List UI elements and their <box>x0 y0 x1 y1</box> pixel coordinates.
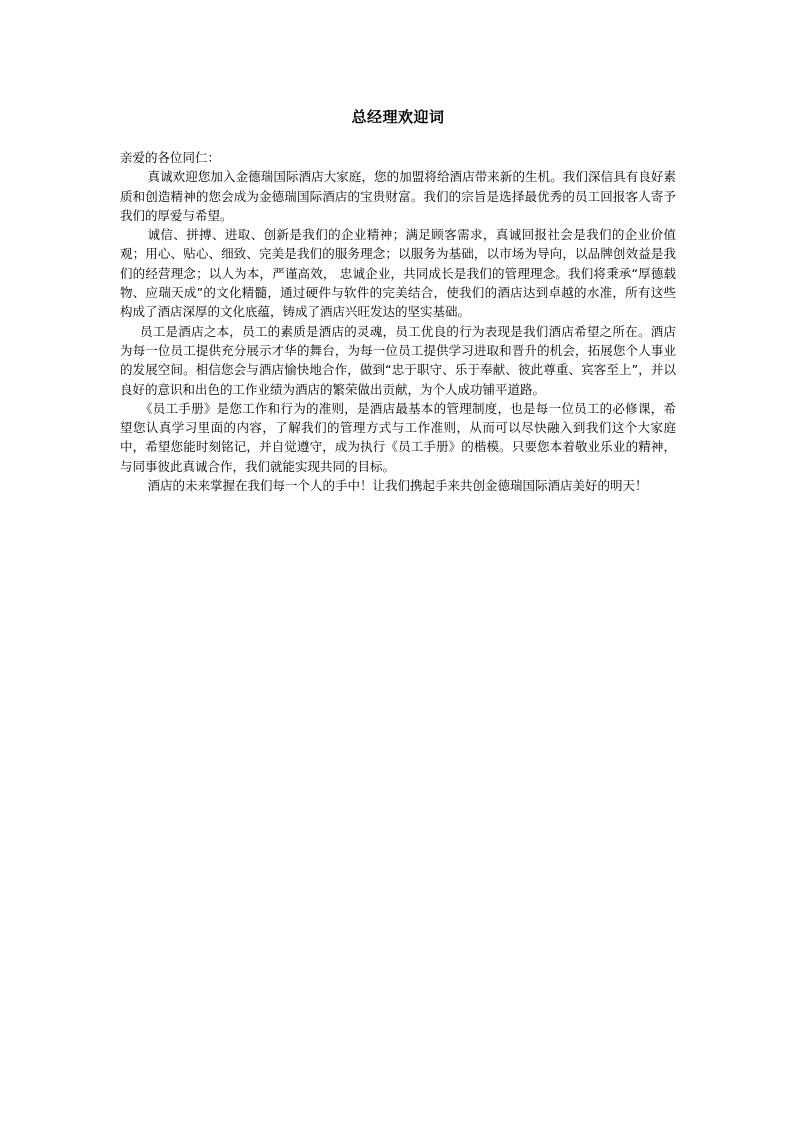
paragraph-welcome: 真诚欢迎您加入金德瑞国际酒店大家庭，您的加盟将给酒店带来新的生机。我们深信具有良好素质和创造精神的您会成为金德瑞国际酒店的宝贵财富。我们的宗旨是选择最优秀的员工回报客人寄予我们的厚爱与希望。 <box>120 169 676 223</box>
paragraph-values: 诚信、拼搏、进取、创新是我们的企业精神；满足顾客需求，真诚回报社会是我们的企业价值观；用心、贴心、细致、完美是我们的服务理念；以服务为基础，以市场为导向，以品牌创效益是我们的经营理念；以人为本，严谨高效， 忠诚企业，共同成长是我们的管理理念。我们将秉承“厚德载物、应瑞天成”的文化精髓，通过硬件与软件的完美结合，使我们的酒店达到卓越的水准，所有这些构成了酒店深厚的文化底蕴，铸成了酒店兴旺发达的坚实基础。 <box>120 227 676 320</box>
paragraph-employees: 员工是酒店之本，员工的素质是酒店的灵魂，员工优良的行为表现是我们酒店希望之所在。酒店为每一位员工提供充分展示才华的舞台，为每一位员工提供学习进取和晋升的机会，拓展您个人事业的发展空间。相信您会与酒店愉快地合作，做到“忠于职守、乐于奉献、彼此尊重、宾客至上”，并以良好的意识和出色的工作业绩为酒店的繁荣做出贡献，为个人成功铺平道路。 <box>120 323 676 397</box>
paragraph-closing: 酒店的未来掌握在我们每一个人的手中！让我们携起手来共创金德瑞国际酒店美好的明天！ <box>147 478 648 494</box>
paragraph-handbook: 《员工手册》是您工作和行为的准则，是酒店最基本的管理制度，也是每一位员工的必修课，希望您认真学习里面的内容，了解我们的管理方式与工作准则，从而可以尽快融入到我们这个大家庭中，希望您能时刻铭记，并自觉遵守，成为执行《员工手册》的楷模。只要您本着敬业乐业的精神，与同事彼此真诚合作，我们就能实现共同的目标。 <box>120 400 676 474</box>
document-title: 总经理欢迎词 <box>351 108 445 126</box>
salutation: 亲爱的各位同仁： <box>120 150 221 165</box>
document-page <box>120 0 676 495</box>
